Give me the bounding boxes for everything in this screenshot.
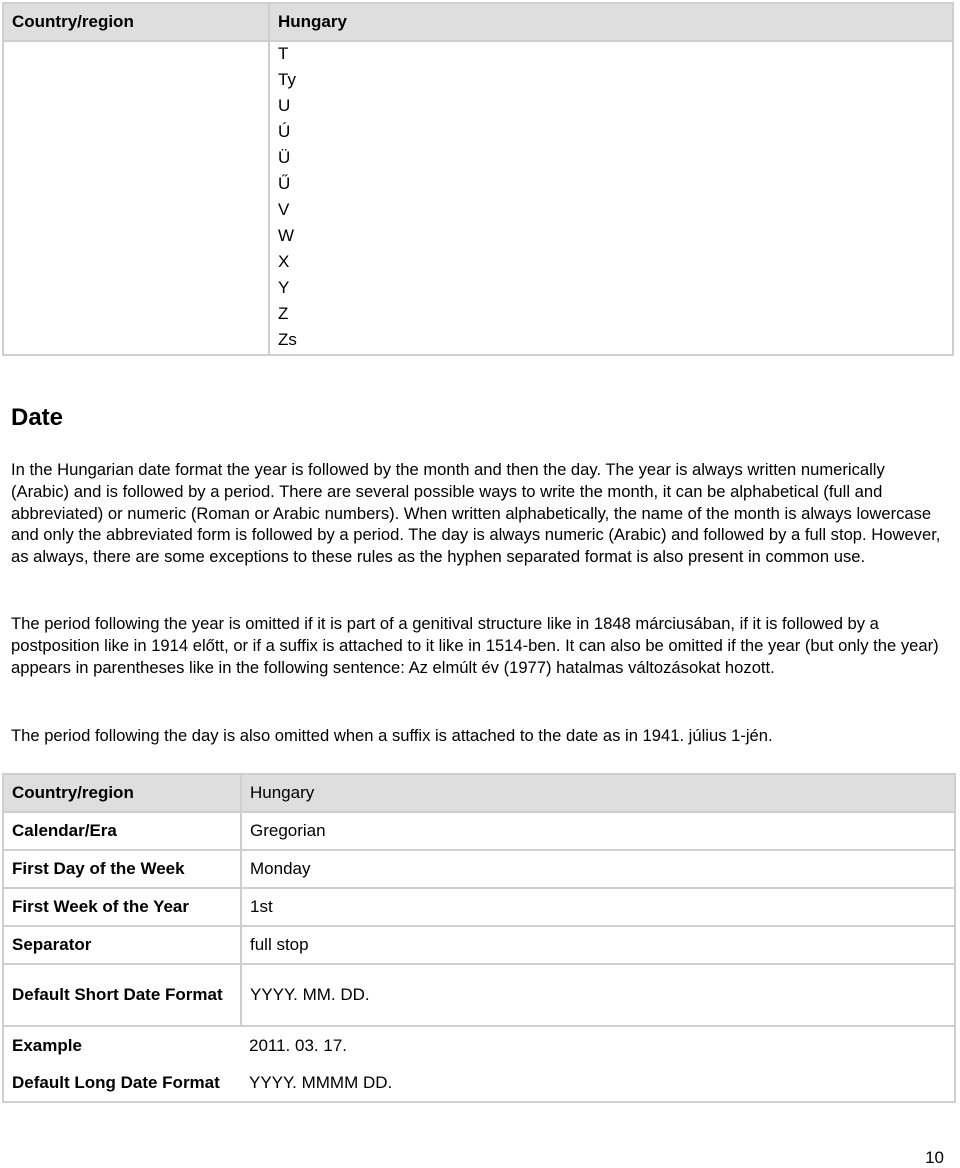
alphabet-letter: T <box>278 44 289 63</box>
alphabet-table-header <box>3 3 953 41</box>
row-label: First Day of the Week <box>3 850 241 888</box>
row-value: full stop <box>241 926 955 964</box>
table-row <box>3 1026 955 1064</box>
page-number: 10 <box>925 1148 944 1167</box>
alphabet-letter: Z <box>278 304 289 323</box>
alphabet-letter: Ü <box>278 148 291 167</box>
table-row <box>3 774 955 812</box>
alphabet-letter: X <box>278 252 290 271</box>
header-hungary: Hungary <box>269 3 953 41</box>
alphabet-letter: V <box>278 200 290 219</box>
table-row <box>3 888 955 926</box>
date-settings-table <box>2 773 956 1103</box>
row-value: 2011. 03. 17. <box>249 1035 347 1055</box>
row-value: YYYY. MMMM DD. <box>249 1072 393 1092</box>
row-label: Calendar/Era <box>3 812 241 850</box>
alphabet-letter: Ty <box>278 70 296 89</box>
row-label: Example <box>12 1035 82 1055</box>
table-row <box>3 964 955 1026</box>
row-label: Separator <box>3 926 241 964</box>
header-country-region: Country/region <box>3 3 269 41</box>
alphabet-letter: W <box>278 226 295 245</box>
row-label: First Week of the Year <box>3 888 241 926</box>
row-value: Gregorian <box>241 812 955 850</box>
alphabet-letter: Y <box>278 278 290 297</box>
paragraph-year-period: The period following the year is omitted if it is part of a genitival structure like in 1848 márciusában, if it is followed by a postposition like in 1914 előtt, or if a suffix is attached to it like in 1514-ben. It can also be omitted if the year (but only the year) appears in parentheses like in the following sentence: Az elmúlt év (1977) hatalmas változásokat hozott. <box>11 614 939 677</box>
row-label: Default Short Date Format <box>3 964 241 1026</box>
alphabet-letter: Ú <box>278 122 291 141</box>
paragraph-date-format: In the Hungarian date format the year is followed by the month and then the day. The year is always written numerically (Arabic) and is followed by a period. There are several possible ways to write the month, it can be alphabetical (full and abbreviated) or numeric (Roman or Arabic numbers). When written alphabetically, the name of the month is always lowercase and only the abbreviated form is followed by a period. The day is always numeric (Arabic) and followed by a full stop. However, as always, there are some exceptions to these rules as the hyphen separated format is also present in common use. <box>11 460 941 567</box>
paragraph-day-period: The period following the day is also omitted when a suffix is attached to the date as in 1941. július 1-jén. <box>11 726 773 745</box>
table-row <box>3 1064 955 1102</box>
row-label: Country/region <box>3 774 241 812</box>
alphabet-letters-cell <box>269 41 953 355</box>
section-title: Date <box>11 404 64 431</box>
table-row <box>3 850 955 888</box>
table-row <box>3 926 955 964</box>
alphabet-table <box>2 2 954 356</box>
row-label: Default Long Date Format <box>12 1072 220 1092</box>
alphabet-letter: U <box>278 96 291 115</box>
alphabet-table-body <box>3 41 953 355</box>
alphabet-empty-cell <box>3 41 269 355</box>
alphabet-letter: Zs <box>278 330 297 349</box>
row-value: Monday <box>241 850 955 888</box>
row-value: Hungary <box>241 774 955 812</box>
row-value: 1st <box>241 888 955 926</box>
table-row <box>3 812 955 850</box>
row-value: YYYY. MM. DD. <box>241 964 955 1026</box>
alphabet-letter: Ű <box>278 174 291 193</box>
